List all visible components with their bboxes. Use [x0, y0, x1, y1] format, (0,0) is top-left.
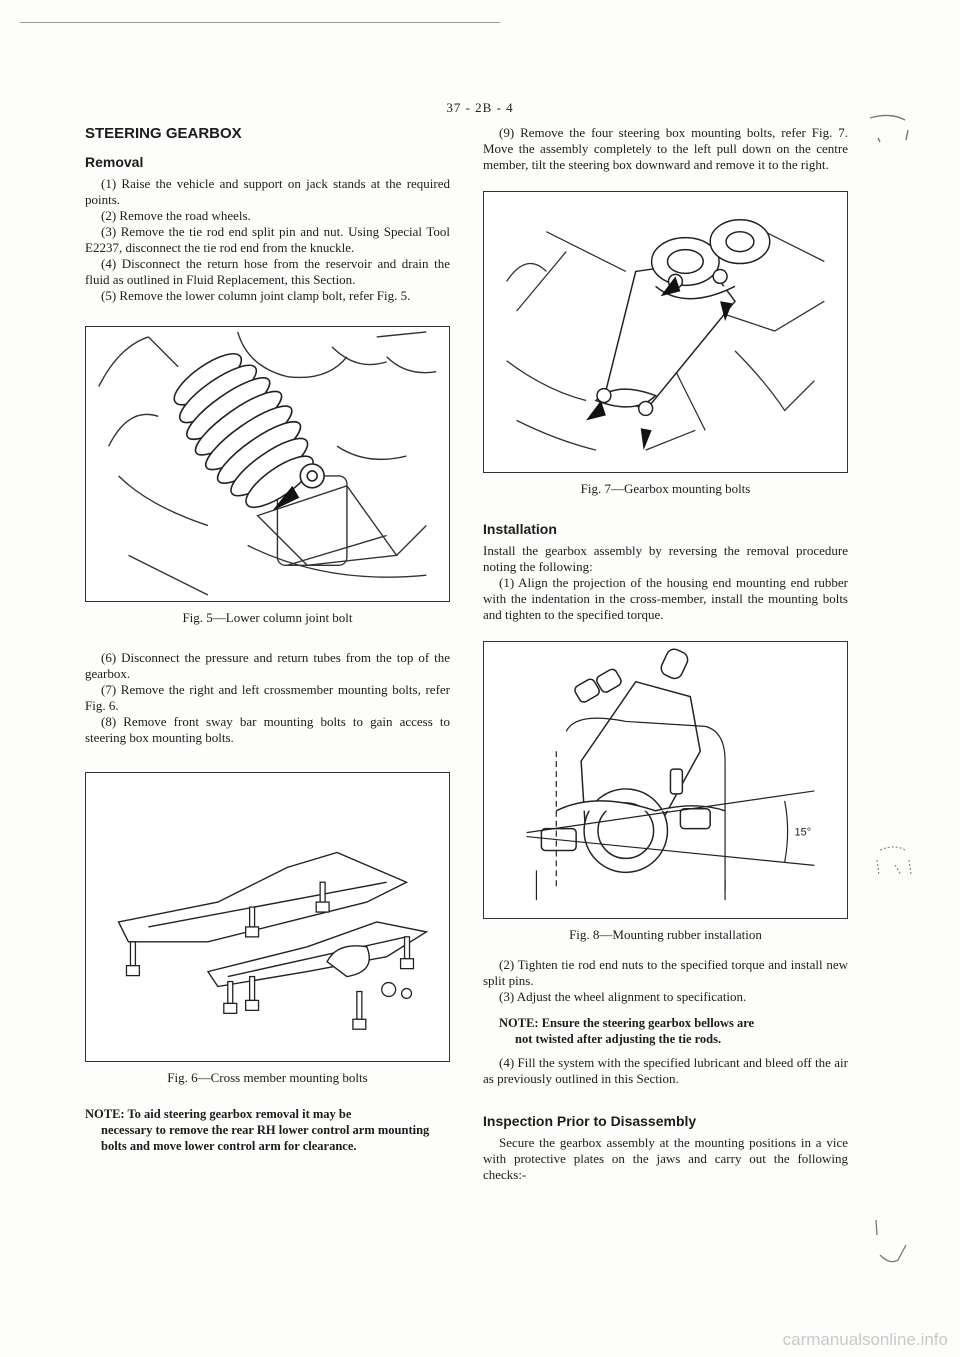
figure-5	[85, 326, 450, 602]
installation-note-lead: NOTE: Ensure the steering gearbox bellows are	[499, 1016, 755, 1030]
bolt-icon	[353, 991, 366, 1029]
scan-mark	[865, 840, 925, 890]
figure-5-caption: Fig. 5—Lower column joint bolt	[182, 610, 353, 625]
installation-step-4: (4) Fill the system with the specified lubricant and bleed off the air as previously outlined in this Section.	[483, 1055, 848, 1086]
scan-mark	[868, 1215, 918, 1275]
inspection-heading: Inspection Prior to Disassembly	[483, 1113, 697, 1129]
step-7: (7) Remove the right and left crossmember mounting bolts, refer Fig. 6.	[85, 682, 450, 713]
inspection-text: Secure the gearbox assembly at the mounting positions in a vice with protective plates on the jaws and carry out the following checks:-	[483, 1135, 848, 1182]
scan-top-line	[20, 22, 500, 23]
scan-mark	[860, 110, 920, 160]
figure-7-caption: Fig. 7—Gearbox mounting bolts	[580, 481, 751, 496]
removal-steps-b	[85, 650, 450, 746]
figure-7	[483, 191, 848, 473]
removal-steps-a	[85, 176, 450, 304]
removal-note-lead: NOTE: To aid steering gearbox removal it may be	[85, 1107, 352, 1121]
installation-step-1: (1) Align the projection of the housing end mounting end rubber with the indentation in the cross-member, install the mounting bolts and tighten to the specified torque.	[483, 575, 848, 622]
step-6: (6) Disconnect the pressure and return tubes from the top of the gearbox.	[85, 650, 450, 681]
mounting-rubber-illustration	[484, 642, 847, 918]
page-number: 37 - 2B - 4	[446, 100, 514, 115]
installation-steps	[483, 957, 848, 1087]
installation-step-3: (3) Adjust the wheel alignment to specification.	[499, 989, 747, 1004]
footer-watermark: carmanualsonline.info	[782, 1330, 948, 1349]
installation-note-rest: not twisted after adjusting the tie rods.	[515, 1032, 722, 1046]
bolt-icon	[224, 982, 237, 1014]
figure-6	[85, 772, 450, 1062]
figure-6-caption: Fig. 6—Cross member mounting bolts	[167, 1070, 368, 1085]
arrow-icon	[641, 428, 652, 450]
gearbox-mounting-illustration	[484, 192, 847, 472]
angle-label: 15°	[794, 826, 812, 839]
removal-note	[85, 1106, 450, 1154]
step-4: (4) Disconnect the return hose from the reservoir and drain the fluid as outlined in Fluid Replacement, this Section.	[85, 256, 450, 287]
step-9: (9) Remove the four steering box mounting bolts, refer Fig. 7. Move the assembly completely to the left pull down on the centre member, tilt the steering box downward and remove it to the right.	[483, 125, 848, 172]
step-8: (8) Remove front sway bar mounting bolts to gain access to steering box mounting bolts.	[85, 714, 450, 745]
installation-step-2: (2) Tighten tie rod end nuts to the specified torque and install new split pins.	[483, 957, 848, 988]
figure-8-caption: Fig. 8—Mounting rubber installation	[569, 927, 762, 942]
step-5: (5) Remove the lower column joint clamp bolt, refer Fig. 5.	[101, 288, 411, 303]
step-2: (2) Remove the road wheels.	[101, 208, 251, 223]
step-1: (1) Raise the vehicle and support on jack stands at the required points.	[85, 176, 450, 207]
installation-intro: Install the gearbox assembly by reversing the removal procedure noting the following:	[483, 543, 848, 574]
section-title: STEERING GEARBOX	[85, 125, 242, 142]
figure-8	[483, 641, 848, 919]
step-3: (3) Remove the tie rod end split pin and nut. Using Special Tool E2237, disconnect the tie rod end from the knuckle.	[85, 224, 450, 255]
bolt-icon	[126, 942, 139, 976]
lower-column-joint-illustration	[86, 327, 449, 601]
removal-note-rest: necessary to remove the rear RH lower control arm mounting bolts and move lower control arm for clearance.	[101, 1123, 430, 1153]
installation-note	[499, 1015, 848, 1047]
removal-heading: Removal	[85, 154, 144, 170]
right-column	[483, 125, 848, 1183]
cross-member-illustration	[86, 773, 449, 1061]
installation-heading: Installation	[483, 521, 557, 537]
left-column	[85, 125, 450, 1154]
